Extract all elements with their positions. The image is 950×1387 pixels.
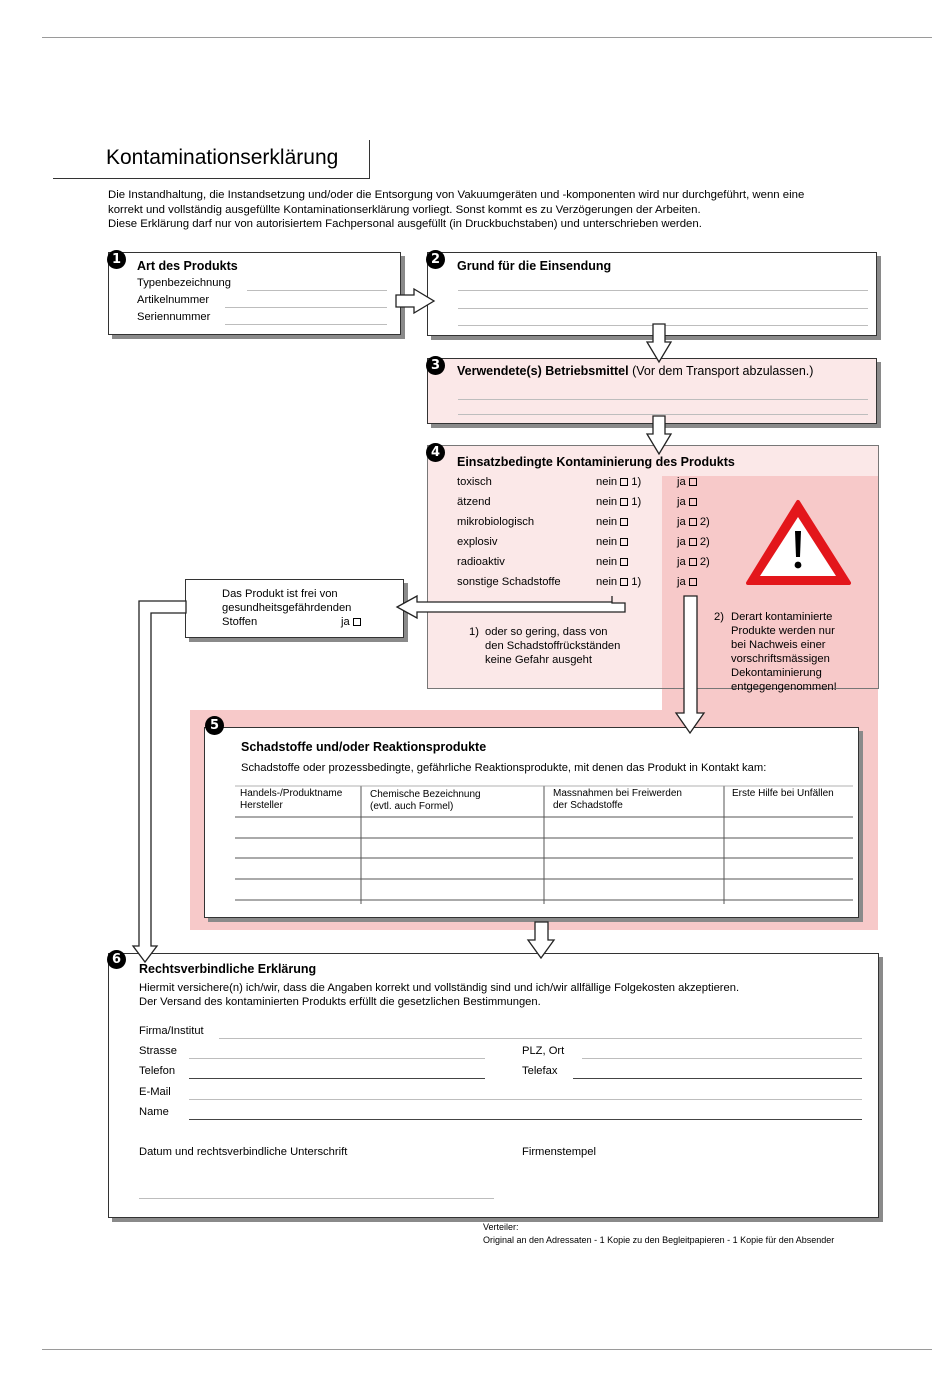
contam-label: radioaktiv — [457, 556, 505, 568]
arrow-left-icon — [397, 596, 625, 618]
telefax-label: Telefax — [522, 1065, 558, 1077]
s3-note: (Vor dem Transport abzulassen.) — [632, 364, 814, 378]
nein-label: nein — [596, 556, 618, 568]
contam-label: ätzend — [457, 496, 491, 508]
nein-label: nein — [596, 476, 618, 488]
footnote-2-number: 2) — [714, 611, 724, 623]
nein-label: nein — [596, 536, 618, 548]
s1-field-label: Typenbezeichnung — [137, 277, 231, 289]
footnote-2-line: bei Nachweis einer — [731, 639, 826, 651]
s1-title: Art des Produkts — [137, 259, 238, 273]
intro-line: korrekt und vollständig ausgefüllte Kontaminationserklärung vorliegt. Sonst kommt es zu Verzögerungen der Arbeiten. — [108, 203, 701, 216]
datum-label: Datum und rechtsverbindliche Unterschrift — [139, 1146, 348, 1158]
ja-label: ja — [341, 616, 350, 628]
s3-title-text: Verwendete(s) Betriebsmittel — [457, 364, 629, 378]
ja-label: ja — [677, 516, 686, 528]
section-number-1: 1 — [107, 250, 126, 269]
nein-note: 1) — [631, 476, 642, 488]
email-label: E-Mail — [139, 1086, 171, 1098]
nein-note: 1) — [631, 496, 642, 508]
contam-label: mikrobiologisch — [457, 516, 535, 528]
s5-title: Schadstoffe und/oder Reaktionsprodukte — [241, 740, 487, 754]
s4-title: Einsatzbedingte Kontaminierung des Produkts — [457, 455, 735, 469]
ja-label: ja — [677, 536, 686, 548]
col-header-line: der Schadstoffe — [553, 800, 623, 811]
page-title: Kontaminationserklärung — [106, 146, 339, 169]
col-header-line: Erste Hilfe bei Unfällen — [732, 788, 834, 799]
col-header-line: Chemische Bezeichnung — [370, 789, 481, 800]
contam-label: explosiv — [457, 536, 498, 548]
section-number-6: 6 — [107, 950, 126, 969]
col-header-line: Hersteller — [240, 800, 283, 811]
footnote-1-line: den Schadstoffrückständen — [485, 640, 621, 652]
nein-note: 1) — [631, 576, 642, 588]
contam-label: sonstige Schadstoffe — [457, 576, 561, 588]
footnote-1-line: oder so gering, dass von — [485, 626, 608, 638]
s1-field-label: Artikelnummer — [137, 294, 210, 306]
col-header-line: (evtl. auch Formel) — [370, 801, 454, 812]
telefon-label: Telefon — [139, 1065, 176, 1077]
plz-label: PLZ, Ort — [522, 1045, 565, 1057]
s6-text: Hiermit versichere(n) ich/wir, dass die Angaben korrekt und vollständig sind und ich/wir allfällige Folgekosten akzeptieren. — [139, 982, 740, 994]
stempel-label: Firmenstempel — [522, 1146, 596, 1158]
section-number-5: 5 — [205, 716, 224, 735]
strasse-label: Strasse — [139, 1045, 177, 1057]
ja-label: ja — [677, 556, 686, 568]
verteiler-label: Verteiler: — [483, 1222, 519, 1232]
nein-label: nein — [596, 576, 618, 588]
section-number-2: 2 — [426, 250, 445, 269]
ja-label: ja — [677, 496, 686, 508]
nein-label: nein — [596, 496, 618, 508]
arrow-down-icon — [528, 922, 554, 958]
section-number-4: 4 — [426, 443, 445, 462]
s6-text: Der Versand des kontaminierten Produkts erfüllt die gesetzlichen Bestimmungen. — [139, 996, 541, 1008]
arrow-down-icon — [676, 596, 704, 733]
footnote-2-line: vorschriftsmässigen — [731, 653, 830, 665]
s6-title: Rechtsverbindliche Erklärung — [139, 962, 317, 976]
section-number-3: 3 — [426, 356, 445, 375]
arrow-down-icon — [647, 416, 671, 454]
arrow-down-icon — [647, 324, 671, 362]
arrow-right-icon — [396, 289, 434, 313]
warning-triangle-icon — [748, 502, 849, 583]
footnote-2-line: Derart kontaminierte — [731, 611, 833, 623]
footnote-2-line: Produkte werden nur — [731, 625, 835, 637]
footnote-1-number: 1) — [469, 626, 479, 638]
col-header-line: Massnahmen bei Freiwerden — [553, 788, 682, 799]
verteiler-text: Original an den Adressaten - 1 Kopie zu den Begleitpapieren - 1 Kopie für den Absender — [483, 1235, 835, 1245]
s2-title: Grund für die Einsendung — [457, 259, 612, 273]
s1-field-label: Seriennummer — [137, 311, 211, 323]
intro-line: Diese Erklärung darf nur von autorisiertem Fachpersonal ausgefüllt (in Druckbuchstaben) und unterschrieben werden. — [108, 218, 702, 230]
col-header-line: Handels-/Produktname — [240, 788, 343, 799]
firma-label: Firma/Institut — [139, 1025, 204, 1037]
footnote-2-line: entgegengenommen! — [731, 681, 837, 693]
footnote-2-line: Dekontaminierung — [731, 667, 822, 679]
ja-label: ja — [677, 576, 686, 588]
s5-subtitle: Schadstoffe oder prozessbedingte, gefährliche Reaktionsprodukte, mit denen das Produkt in Kontakt kam: — [241, 762, 767, 774]
ja-note: 2) — [699, 536, 710, 548]
nein-label: nein — [596, 516, 618, 528]
ja-label: ja — [677, 476, 686, 488]
contam-label: toxisch — [457, 476, 492, 488]
footnote-1-line: keine Gefahr ausgeht — [485, 654, 592, 666]
free-line: gesundheitsgefährdenden — [222, 602, 352, 614]
free-line: Das Produkt ist frei von — [222, 588, 338, 600]
connector-left-path — [133, 601, 186, 962]
name-label: Name — [139, 1106, 169, 1118]
ja-note: 2) — [699, 516, 710, 528]
intro-line: Die Instandhaltung, die Instandsetzung und/oder die Entsorgung von Vakuumgeräten und -komponenten wird nur durchgeführt, wenn eine — [108, 189, 805, 201]
ja-note: 2) — [699, 556, 710, 568]
free-line: Stoffen — [222, 616, 258, 628]
